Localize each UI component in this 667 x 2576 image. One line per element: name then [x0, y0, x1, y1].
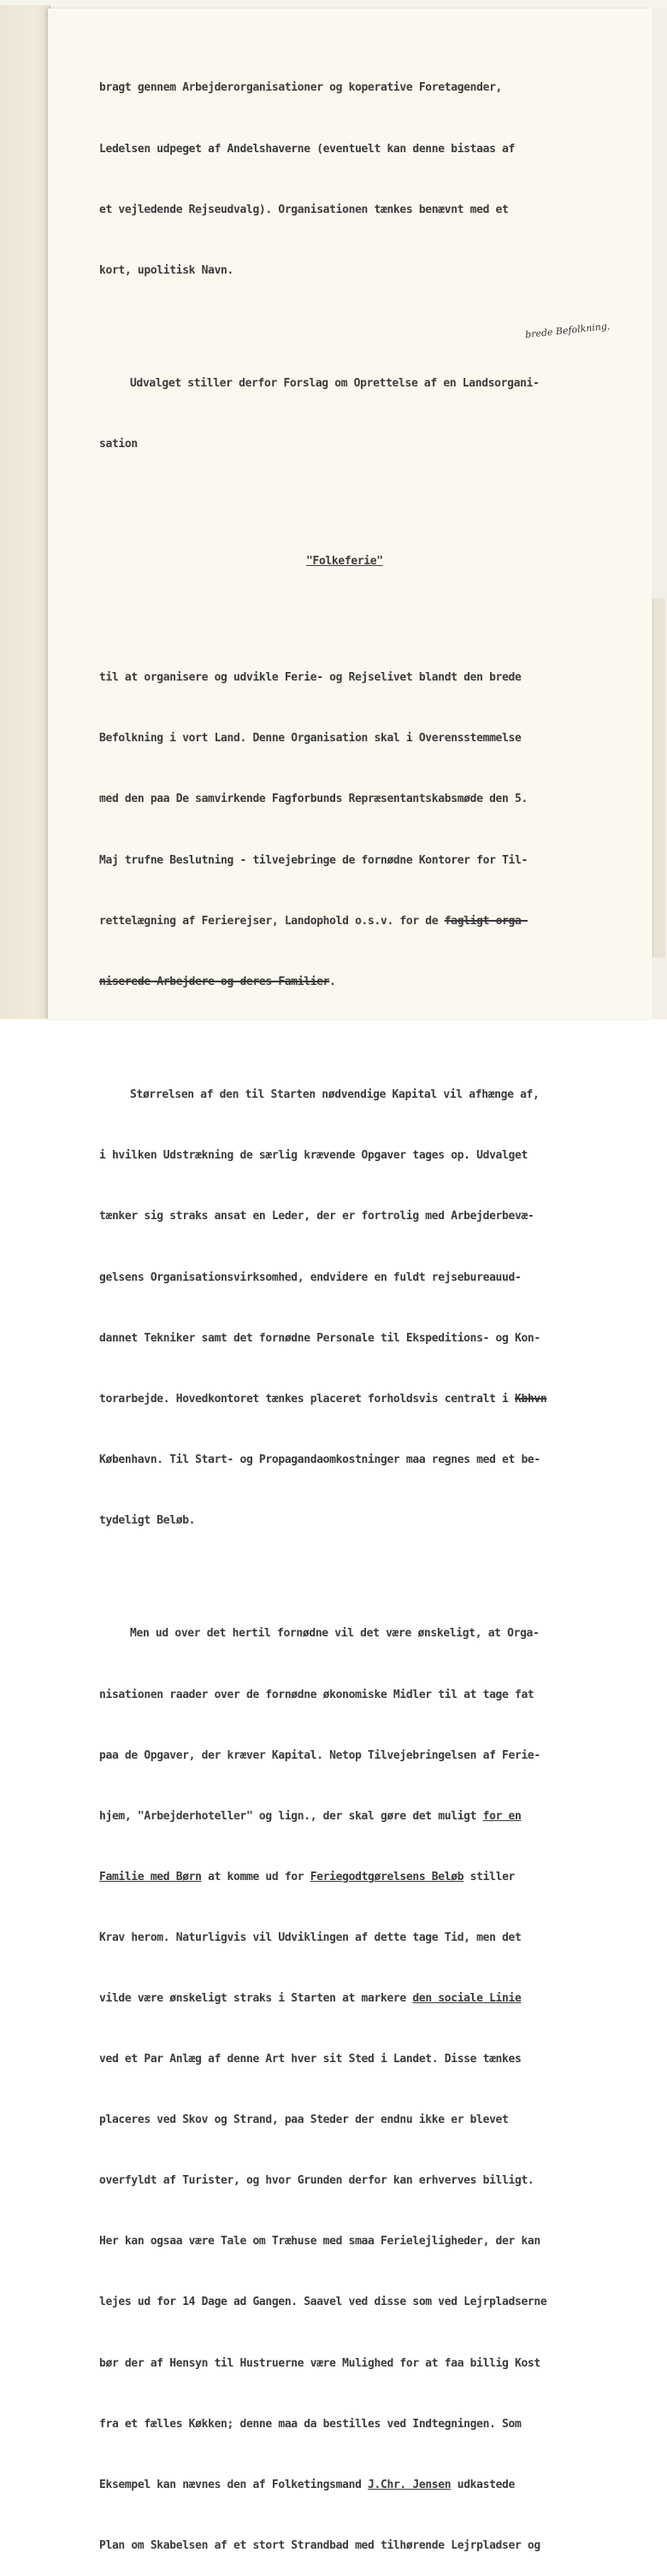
text-line: bragt gennem Arbejderorganisationer og koperative Foretagender, — [99, 81, 503, 95]
text-line — [99, 1989, 646, 2009]
text-line: dannet Tekniker samt det fornødne Personale til Ekspeditions- og Kon- — [99, 1331, 540, 1345]
text-line: bør der af Hensyn til Hustruerne være Mulighed for at faa billig Kost — [99, 2356, 540, 2370]
text-fragment: rettelægning af Ferierejser, Landophold o.s.v. for de — [99, 914, 445, 928]
text-line: placeres ved Skov og Strand, paa Steder der endnu ikke er blevet — [99, 2113, 509, 2127]
text-line — [99, 972, 646, 993]
underlined-text: Feriegodtgørelsens Beløb — [310, 1870, 464, 1883]
struck-text: niserede Arbejdere og deres Familier — [99, 975, 330, 988]
text-line: Ledelsen udpeget af Andelshaverne (eventuelt kan denne bistaas af — [99, 142, 515, 156]
heading-text: "Folkeferie" — [306, 554, 383, 568]
text-line: tænker sig straks ansat en Leder, der er fortrolig med Arbejderbevæ- — [99, 1210, 534, 1223]
text-line: Størrelsen af den til Starten nødvendige Kapital vil afhænge af, — [130, 1088, 540, 1102]
text-fragment: stiller — [463, 1870, 516, 1883]
paper-tab — [652, 598, 665, 958]
text-line: Krav herom. Naturligvis vil Udviklingen af dette tage Tid, men det — [99, 1931, 522, 1944]
text-line: tydeligt Beløb. — [99, 1513, 196, 1527]
text-line: Maj trufne Beslutning - tilvejebringe de fornødne Kontorer for Til- — [99, 853, 528, 867]
text-fragment: at komme ud for — [201, 1870, 310, 1883]
underlined-text: J.Chr. Jensen — [368, 2478, 452, 2491]
text-line — [99, 1389, 646, 1410]
text-line: i hvilken Udstrækning de særlig krævende Opgaver tages op. Udvalget — [99, 1149, 528, 1163]
text-line: sation — [99, 438, 138, 451]
text-line: til at organisere og udvikle Ferie- og Rejselivet blandt den brede — [99, 671, 522, 685]
text-line: overfyldt af Turister, og hvor Grunden derfor kan erhverves billigt. — [99, 2174, 534, 2188]
previous-page-edge — [0, 5, 50, 1019]
struck-text: Kbhvn — [514, 1392, 547, 1406]
text-line: kort, upolitisk Navn. — [99, 263, 234, 277]
section-heading — [99, 551, 646, 572]
text-line: med den paa De samvirkende Fagforbunds Repræsentantskabsmøde den 5. — [99, 793, 528, 806]
text-line: lejes ud for 14 Dage ad Gangen. Saavel ved disse som ved Lejrpladserne — [99, 2296, 547, 2309]
underlined-text: for en — [482, 1809, 522, 1823]
text-fragment: udkastede — [451, 2478, 516, 2491]
text-line — [99, 2475, 646, 2496]
underlined-text: den sociale Linie — [412, 1991, 522, 2005]
text-line: Befolkning i vort Land. Denne Organisation skal i Overensstemmelse — [99, 732, 522, 746]
text-line: nisationen raader over de fornødne økonomiske Midler til at tage fat — [99, 1688, 534, 1701]
text-fragment: hjem, "Arbejderhoteller" og lign., der skal gøre det muligt — [99, 1809, 483, 1823]
text-line: fra et fælles Køkken; denne maa da bestilles ved Indtegningen. Som — [99, 2417, 522, 2431]
text-line — [99, 1867, 646, 1888]
text-line: Men ud over det hertil fornødne vil det være ønskeligt, at Orga- — [130, 1627, 540, 1641]
text-fragment: torarbejde. Hovedkontoret tænkes placeret forholdsvis centralt i — [99, 1392, 515, 1406]
text-line: ved et Par Anlæg af denne Art hver sit Sted i Landet. Disse tænkes — [99, 2053, 522, 2066]
text-line — [99, 1807, 646, 1827]
text-line: et vejledende Rejseudvalg). Organisationen tænkes benævnt med et — [99, 203, 509, 216]
text-line: Udvalget stiller derfor Forslag om Oprettelse af en Landsorgani- — [130, 377, 540, 391]
struck-text: fagligt orga- — [444, 914, 528, 928]
document-body — [99, 38, 646, 2576]
text-line: paa de Opgaver, der kræver Kapital. Netop Tilvejebringelsen af Ferie- — [99, 1748, 540, 1762]
text-line: Plan om Skabelsen af et stort Strandbad med tilhørende Lejrpladser og — [99, 2538, 540, 2552]
handwritten-margin-note: brede Befolkning, — [524, 320, 611, 341]
text-line — [99, 911, 646, 932]
text-line: København. Til Start- og Propagandaomkostninger maa regnes med et be- — [99, 1453, 540, 1466]
text-fragment: . — [329, 975, 336, 988]
underlined-text: Familie med Børn — [99, 1870, 202, 1883]
text-fragment: vilde være ønskeligt straks i Starten at markere — [99, 1991, 413, 2005]
text-line: gelsens Organisationsvirksomhed, endvidere en fuldt rejsebureauud- — [99, 1270, 522, 1284]
text-line: Her kan ogsaa være Tale om Træhuse med smaa Ferielejligheder, der kan — [99, 2235, 540, 2249]
text-fragment: Eksempel kan nævnes den af Folketingsmand — [99, 2478, 369, 2491]
